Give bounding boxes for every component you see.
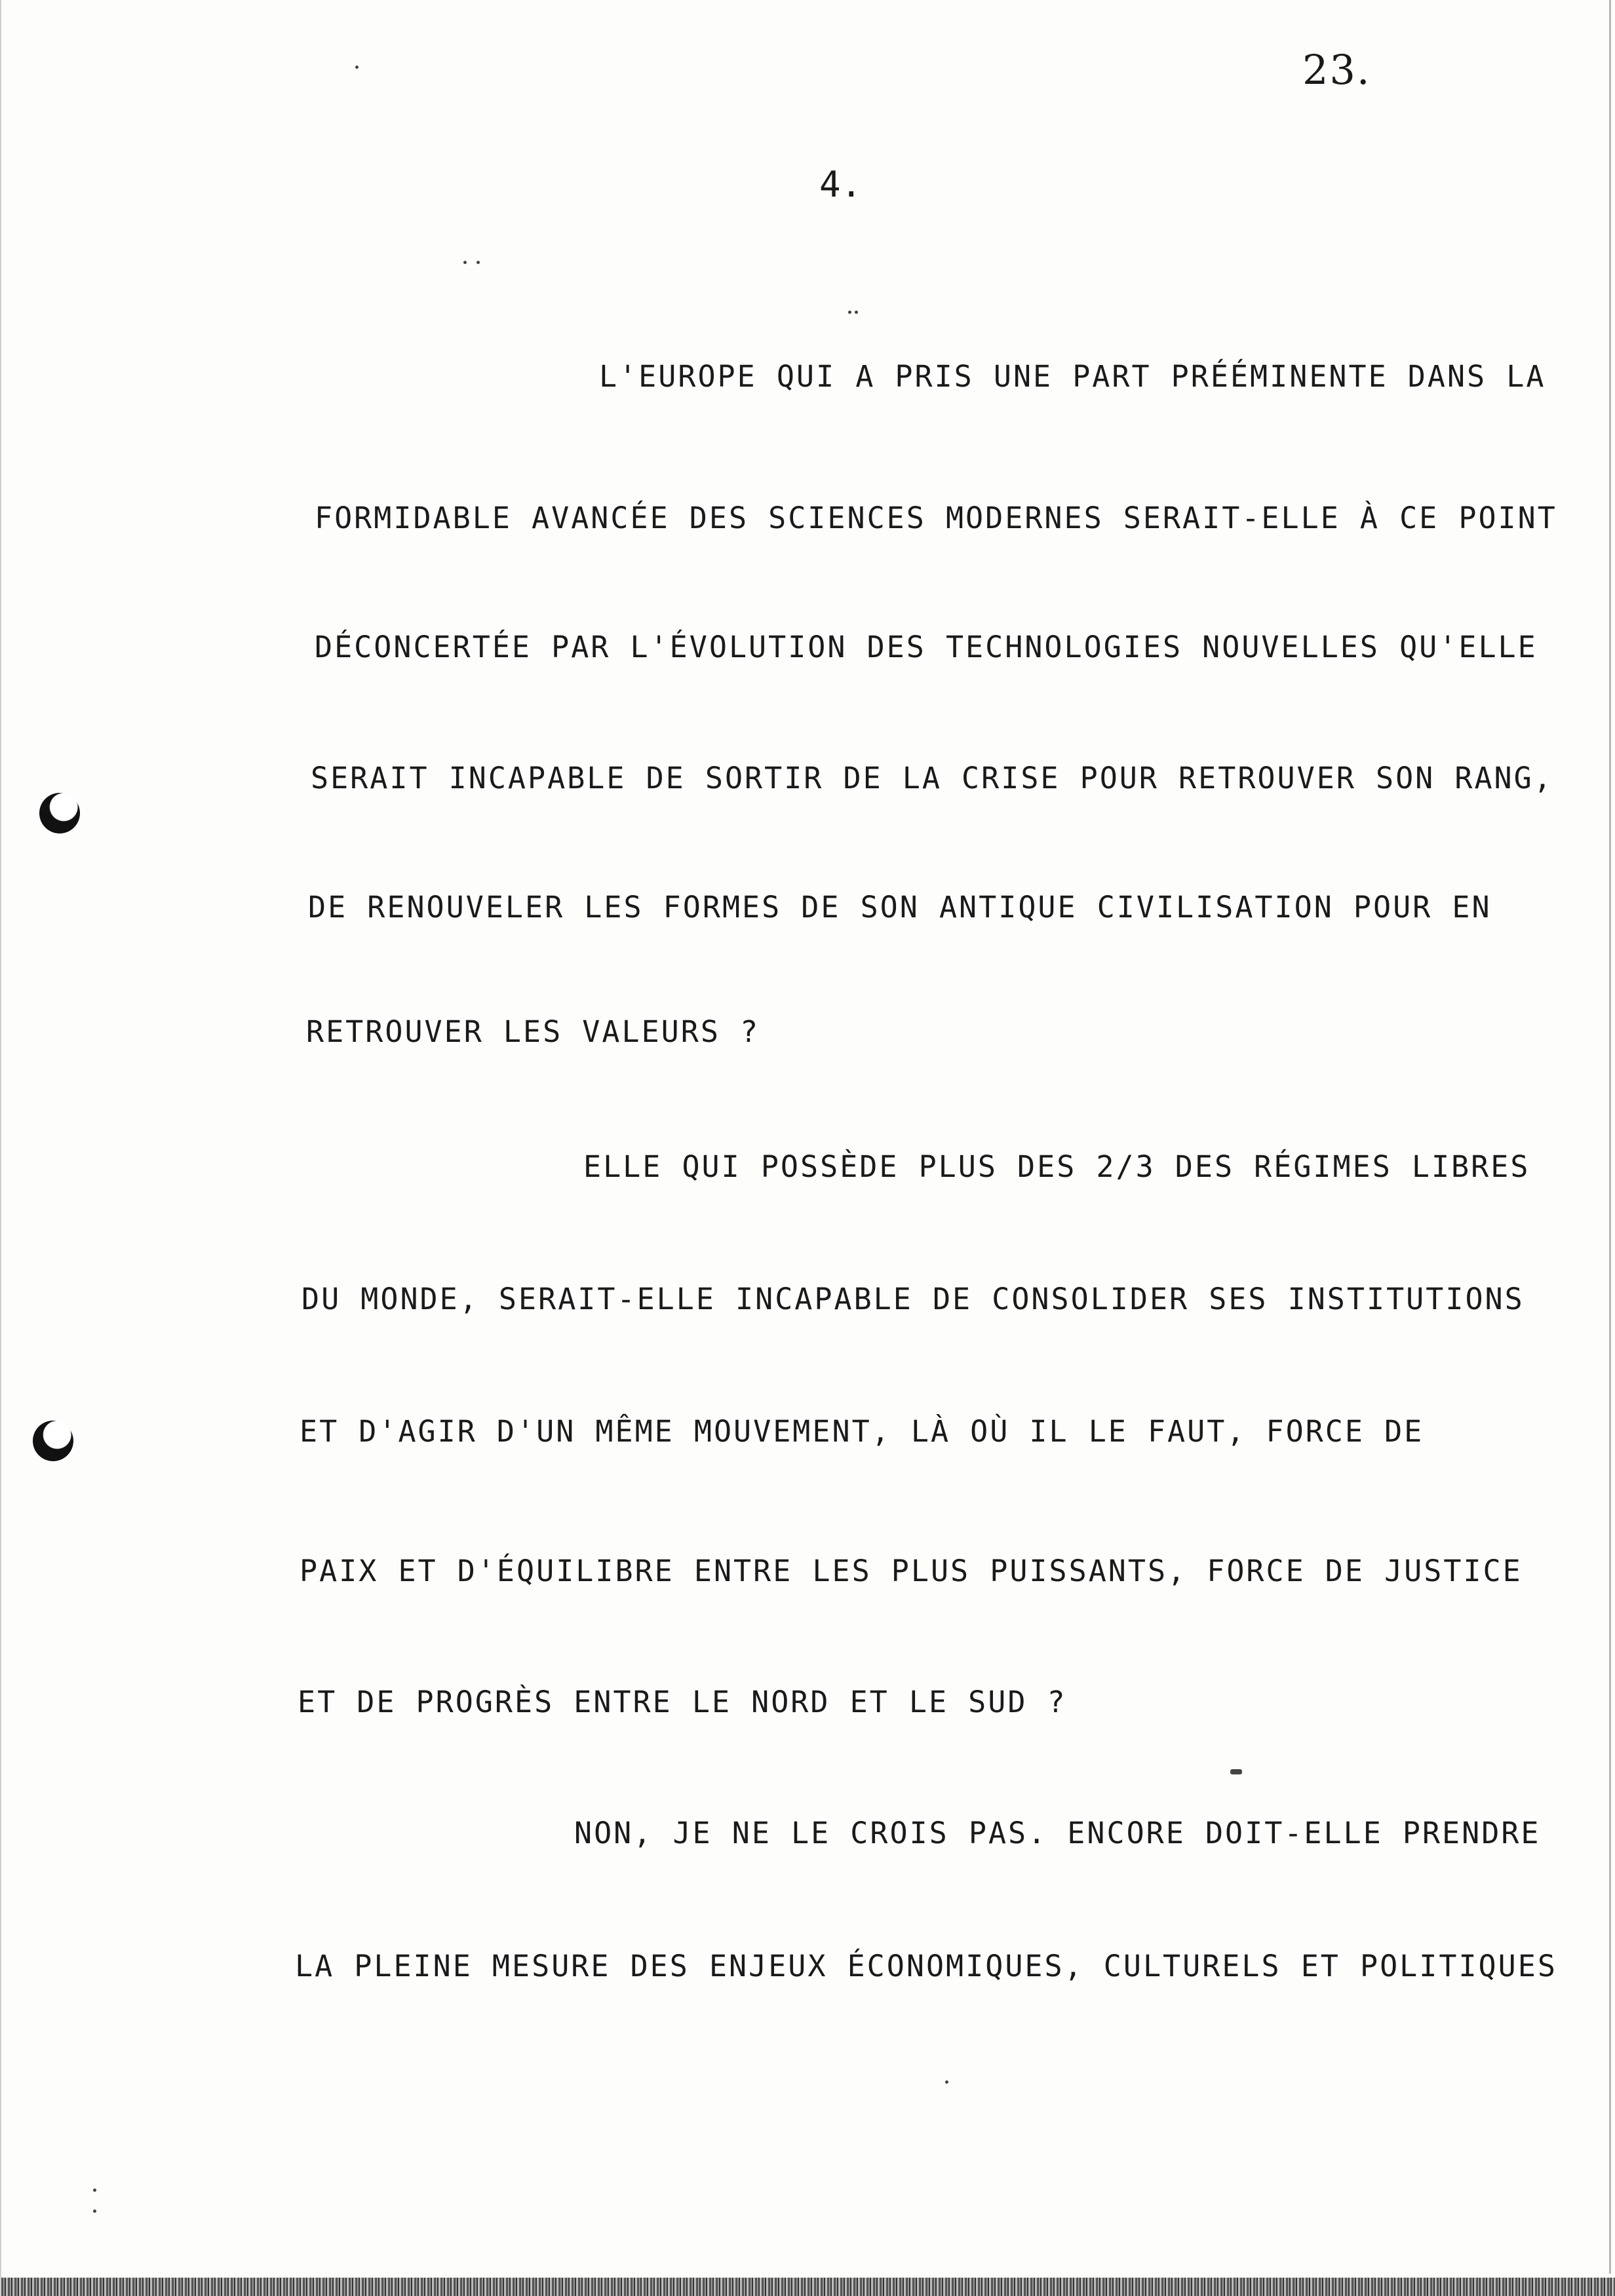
scan-speck (848, 311, 851, 314)
scan-speck (93, 2189, 96, 2192)
scan-speck (477, 261, 480, 264)
text-line: NON, JE NE LE CROIS PAS. ENCORE DOIT-ELLE PRENDRE (574, 1816, 1541, 1850)
scan-speck (93, 2210, 96, 2213)
text-line: DE RENOUVELER LES FORMES DE SON ANTIQUE CIVILISATION POUR EN (308, 890, 1492, 925)
text-line: ET DE PROGRÈS ENTRE LE NORD ET LE SUD ? (298, 1685, 1067, 1719)
section-number: 4. (819, 164, 863, 205)
page-number: 23. (1302, 46, 1371, 94)
text-line: ELLE QUI POSSÈDE PLUS DES 2/3 DES RÉGIMES LIBRES (583, 1149, 1530, 1184)
text-line: RETROUVER LES VALEURS ? (306, 1014, 760, 1049)
text-line: DU MONDE, SERAIT-ELLE INCAPABLE DE CONSOLIDER SES INSTITUTIONS (302, 1282, 1525, 1316)
text-line: LA PLEINE MESURE DES ENJEUX ÉCONOMIQUES, CULTURELS ET POLITIQUES (295, 1949, 1557, 1983)
scan-border-bottom (1, 2278, 1615, 2296)
punch-hole-top (39, 793, 80, 833)
punch-hole-bottom (33, 1421, 73, 1461)
scan-speck (945, 2080, 948, 2084)
text-line: FORMIDABLE AVANCÉE DES SCIENCES MODERNES SERAIT-ELLE À CE POINT (315, 501, 1557, 535)
page-edge (1609, 0, 1611, 2274)
scan-speck (1230, 1769, 1242, 1774)
scan-speck (355, 66, 359, 69)
text-line: SERAIT INCAPABLE DE SORTIR DE LA CRISE POUR RETROUVER SON RANG, (311, 761, 1553, 795)
text-line: L'EUROPE QUI A PRIS UNE PART PRÉÉMINENTE DANS LA (599, 359, 1546, 394)
text-line: PAIX ET D'ÉQUILIBRE ENTRE LES PLUS PUISSANTS, FORCE DE JUSTICE (300, 1554, 1523, 1588)
scan-speck (463, 261, 467, 264)
scan-speck (855, 311, 858, 314)
text-line: DÉCONCERTÉE PAR L'ÉVOLUTION DES TECHNOLOGIES NOUVELLES QU'ELLE (315, 630, 1538, 664)
text-line: ET D'AGIR D'UN MÊME MOUVEMENT, LÀ OÙ IL LE FAUT, FORCE DE (300, 1414, 1424, 1449)
